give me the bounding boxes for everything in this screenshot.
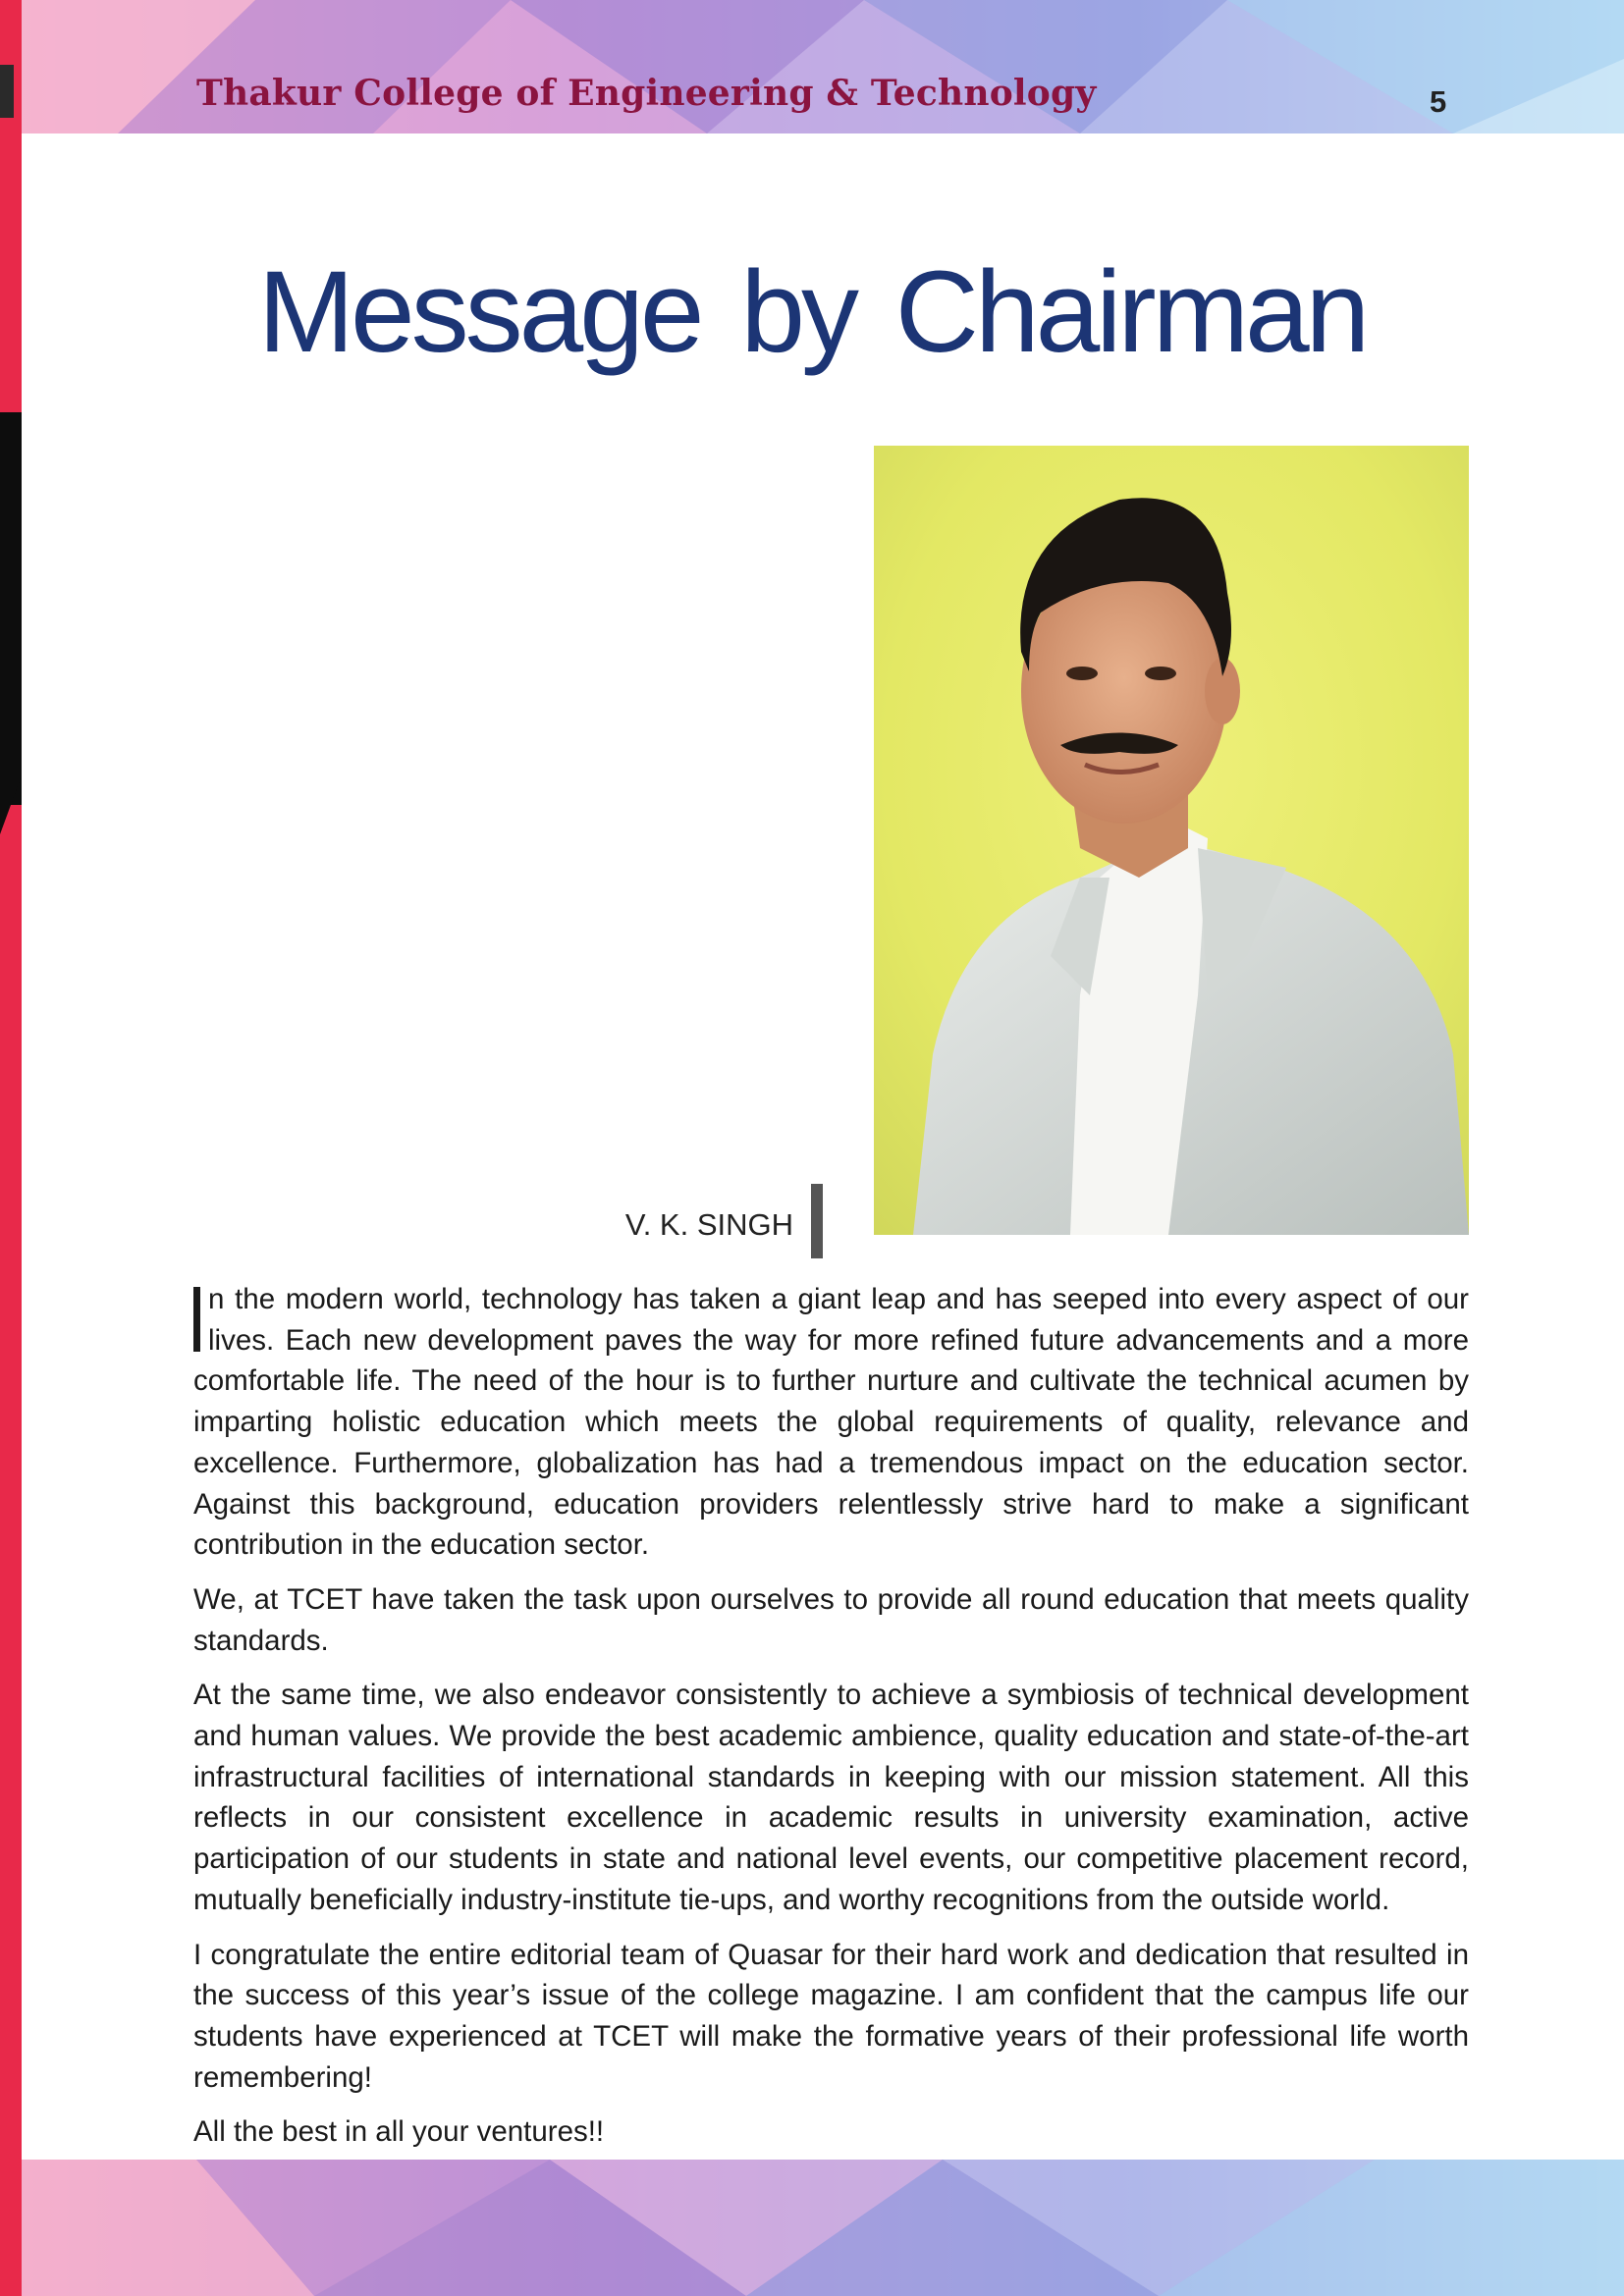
- left-dark-tab: [0, 65, 14, 118]
- page-title: Message by Chairman: [257, 247, 1367, 377]
- message-paragraph-2: We, at TCET have taken the task upon ourselves to provide all round education that meets quality standards.: [193, 1582, 1469, 1657]
- left-dark-bar-tip: [0, 775, 22, 834]
- page-number: 5: [1430, 84, 1447, 119]
- message-paragraph-3: At the same time, we also endeavor consistently to achieve a symbiosis of technical development and human values. We provide the best academic ambience, quality education and state-of-the-art infrastructural facilities of international standards in keeping with our mission statement. All this reflects in our consistent excellence in academic results in university examination, active participation of our students in state and national level events, our competitive placement record, mutually beneficially industry-institute tie-ups, and worthy recognitions from the outside world.: [193, 1679, 1469, 1916]
- paragraph-text: n the modern world, technology has taken a giant leap and has seeped into every aspect of our lives. Each new development paves the way for more refined future advancements and a more comfortable life. The need of the hour is to further nurture and cultivate the technical acumen by imparting holistic education which meets the global requirements of quality, relevance and excellence. Furthermore, globalization has had a tremendous impact on the education sector. Against this background, education providers relentlessly strive hard to make a significant contribution in the education sector.: [193, 1283, 1469, 1562]
- name-divider-bar: [811, 1184, 823, 1258]
- drop-cap-bar: [193, 1287, 200, 1352]
- chairman-name: V. K. SINGH: [624, 1207, 793, 1242]
- left-dark-bar: [0, 412, 22, 805]
- footer-decorative-band: [0, 2160, 1624, 2296]
- message-paragraph-5: All the best in all your ventures!!: [193, 2115, 605, 2149]
- college-name: Thakur College of Engineering & Technology: [196, 73, 1097, 114]
- message-paragraph-4: I congratulate the entire editorial team of Quasar for their hard work and dedication that resulted in the success of this year’s issue of the college magazine. I am confident that the campus life our students have experienced at TCET will make the formative years of their professional life worth remembering!: [193, 1938, 1469, 2094]
- message-body: [193, 1279, 1469, 2166]
- chairman-photo: [874, 446, 1469, 1235]
- message-paragraph-1: [193, 1279, 1469, 1566]
